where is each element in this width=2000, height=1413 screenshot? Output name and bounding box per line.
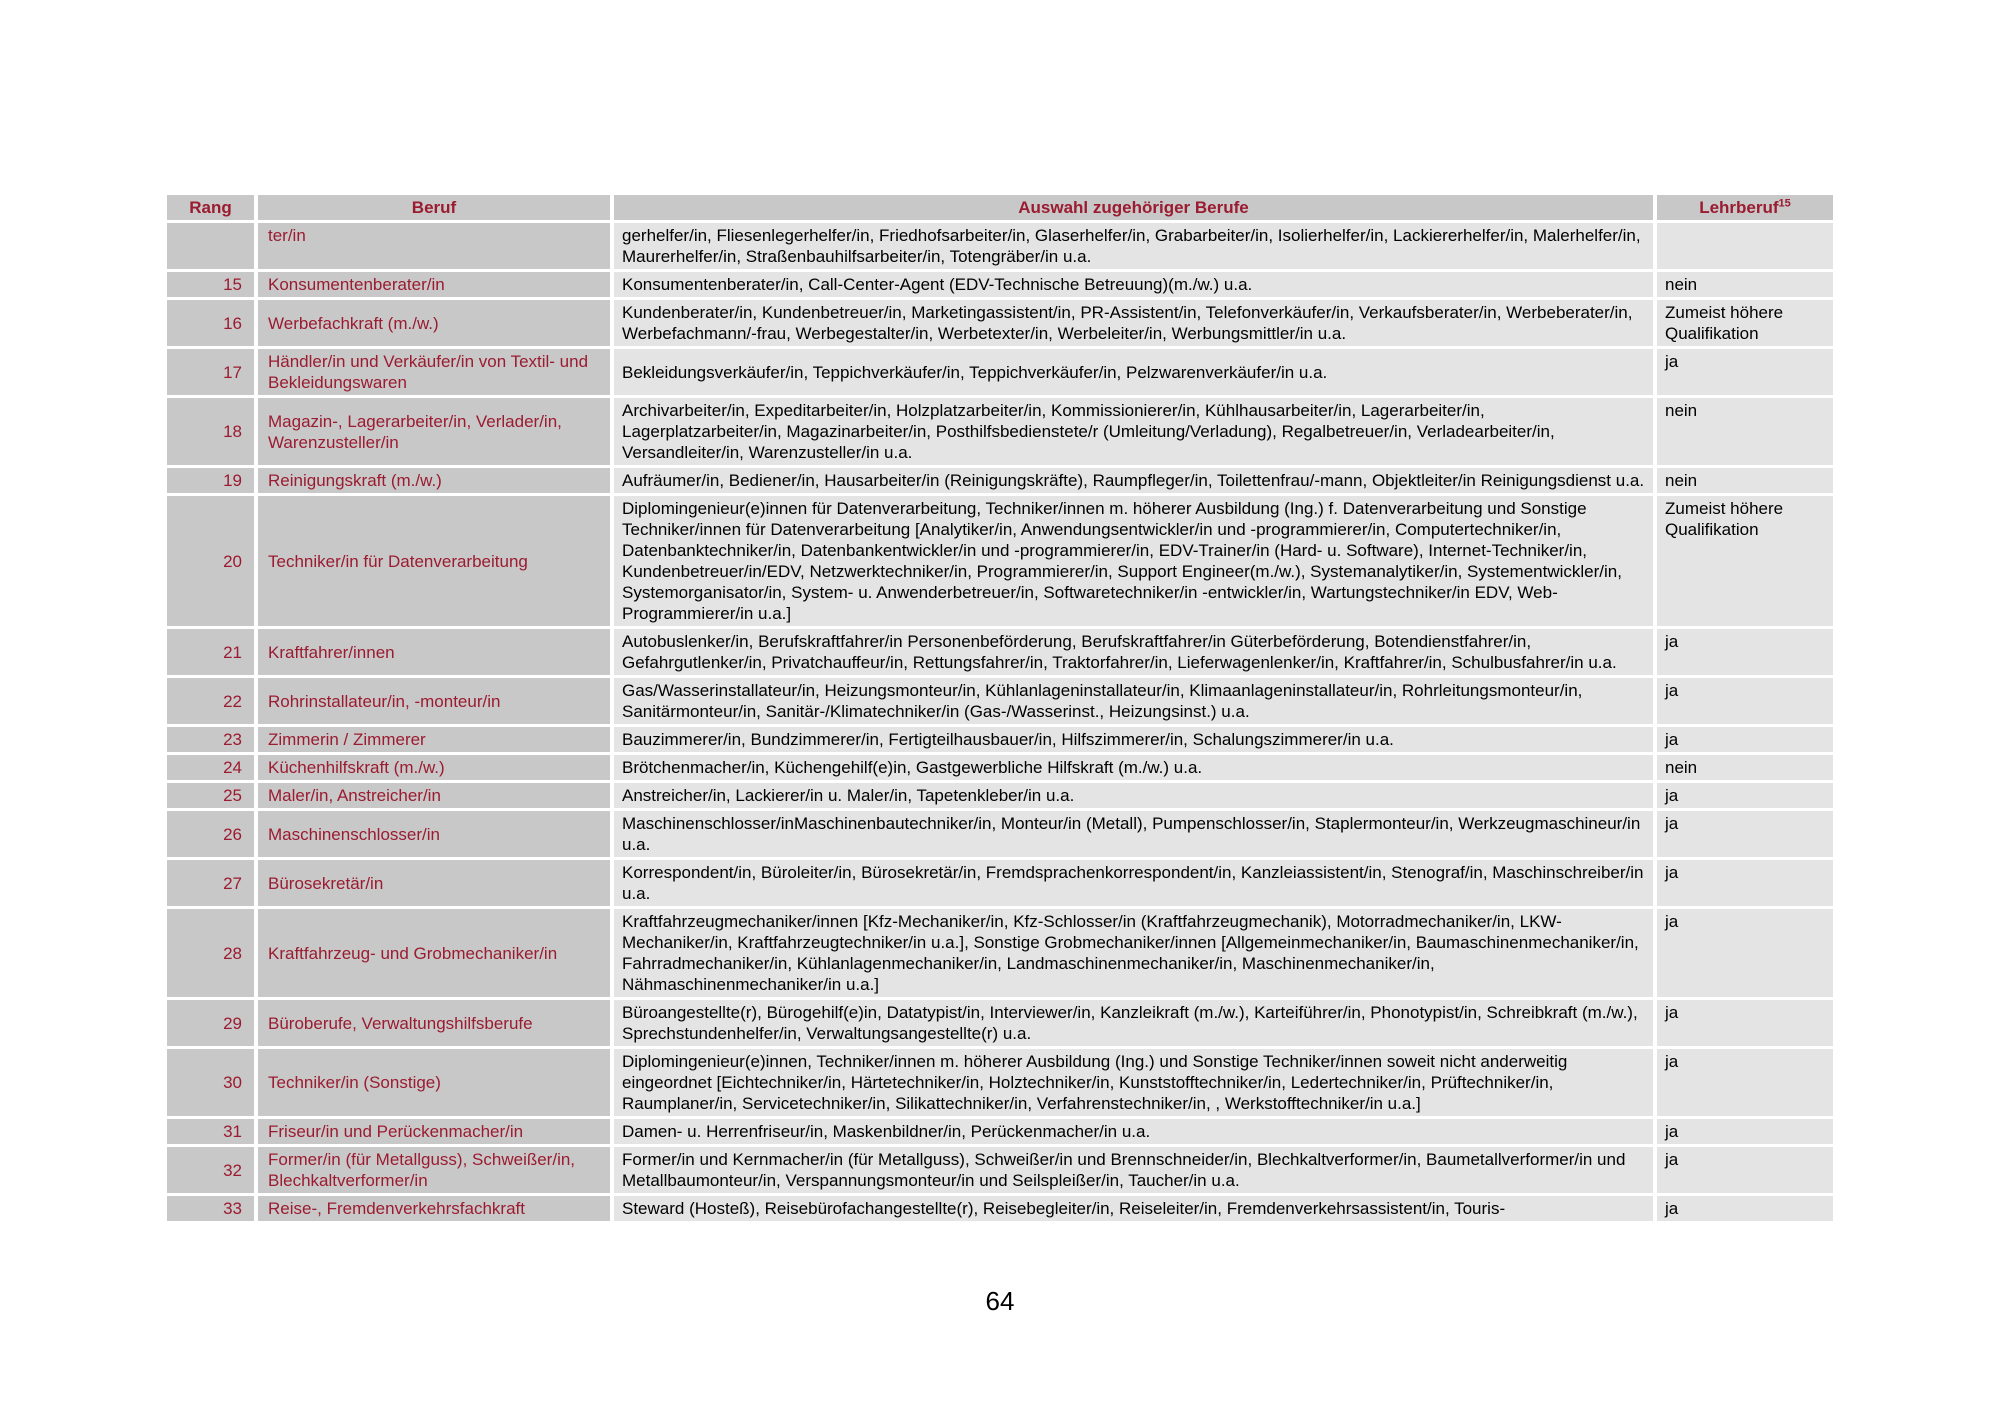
cell-lehrberuf: Zumeist höhere Qualifikation (1657, 300, 1833, 346)
cell-beruf: Werbefachkraft (m./w.) (258, 300, 610, 346)
column-header-auswahl: Auswahl zugehöriger Berufe (614, 195, 1653, 220)
cell-auswahl: Diplomingenieur(e)innen, Techniker/innen m. höherer Ausbildung (Ing.) und Sonstige Techniker/innen soweit nicht anderweitig eingeordnet [Eichtechniker/in, Härtetechniker/in, Holztechniker/in, Kunststofftechniker/in, Ledertechniker/in, Prüftechniker/in, Raumplaner/in, Servicetechniker/in, Silikattechniker/in, Verfahrenstechniker/in, , Werkstofftechniker/in u.a.] (614, 1049, 1653, 1116)
cell-rang: 17 (167, 349, 254, 395)
cell-auswahl: Diplomingenieur(e)innen für Datenverarbeitung, Techniker/innen m. höherer Ausbildung (Ing.) f. Datenverarbeitung und Sonstige Techniker/innen für Datenverarbeitung [Analytiker/in, Anwendungsentwickler/in und -programmierer/in, Computertechniker/in, Datenbanktechniker/in, Datenbankentwickler/in und -programmierer/in, EDV-Trainer/in (Hard- u. Software), Internet-Techniker/in, Kundenbetreuer/in/EDV, Netzwerktechniker/in, Programmierer/in, Support Engineer(m./w.), Systemanalytiker/in, Systementwickler/in, Systemorganisator/in, System- u. Anwenderbetreuer/in, Softwaretechniker/in -entwickler/in, Wartungstechniker/in EDV, Web-Programmierer/in u.a.] (614, 496, 1653, 626)
cell-rang: 31 (167, 1119, 254, 1144)
column-header-beruf: Beruf (258, 195, 610, 220)
cell-auswahl: Konsumentenberater/in, Call-Center-Agent (EDV-Technische Betreuung)(m./w.) u.a. (614, 272, 1653, 297)
cell-lehrberuf: Zumeist höhere Qualifikation (1657, 496, 1833, 626)
cell-beruf: Konsumentenberater/in (258, 272, 610, 297)
cell-beruf: Zimmerin / Zimmerer (258, 727, 610, 752)
cell-rang: 23 (167, 727, 254, 752)
cell-auswahl: Autobuslenker/in, Berufskraftfahrer/in Personenbeförderung, Berufskraftfahrer/in Güterbeförderung, Botendienstfahrer/in, Gefahrgutlenker/in, Privatchauffeur/in, Rettungsfahrer/in, Traktorfahrer/in, Lieferwagenlenker/in, Kraftfahrer/in, Schulbusfahrer/in u.a. (614, 629, 1653, 675)
table-row (167, 811, 1833, 857)
cell-auswahl: Büroangestellte(r), Bürogehilf(e)in, Datatypist/in, Interviewer/in, Kanzleikraft (m./w.), Karteiführer/in, Phonotypist/in, Schreibkraft (m./w.), Sprechstundenhelfer/in, Verwaltungsangestellte(r) u.a. (614, 1000, 1653, 1046)
cell-rang: 19 (167, 468, 254, 493)
table-row (167, 496, 1833, 626)
cell-rang: 28 (167, 909, 254, 997)
page-number: 64 (985, 1286, 1015, 1316)
cell-auswahl: Maschinenschlosser/inMaschinenbautechniker/in, Monteur/in (Metall), Pumpenschlosser/in, Staplermonteur/in, Werkzeugmaschineur/in u.a. (614, 811, 1653, 857)
cell-auswahl: Bekleidungsverkäufer/in, Teppichverkäufer/in, Teppichverkäufer/in, Pelzwarenverkäufer/in u.a. (614, 349, 1653, 395)
table-row (167, 272, 1833, 297)
cell-auswahl: Gas/Wasserinstallateur/in, Heizungsmonteur/in, Kühlanlageninstallateur/in, Klimaanlageninstallateur/in, Rohrleitungsmonteur/in, Sanitärmonteur/in, Sanitär-/Klimatechniker/in (Gas-/Wasserinst., Heizungsinst.) u.a. (614, 678, 1653, 724)
cell-rang: 16 (167, 300, 254, 346)
cell-auswahl: Archivarbeiter/in, Expeditarbeiter/in, Holzplatzarbeiter/in, Kommissionierer/in, Kühlhausarbeiter/in, Lagerarbeiter/in, Lagerplatzarbeiter/in, Magazinarbeiter/in, Posthilfsbedienstete/r (Umleitung/Verladung), Regalbetreuer/in, Verladearbeiter/in, Versandleiter/in, Warenzusteller/in u.a. (614, 398, 1653, 465)
cell-rang: 24 (167, 755, 254, 780)
cell-beruf: Bürosekretär/in (258, 860, 610, 906)
cell-beruf: Techniker/in für Datenverarbeitung (258, 496, 610, 626)
cell-rang: 32 (167, 1147, 254, 1193)
table-row (167, 909, 1833, 997)
column-header-rang: Rang (167, 195, 254, 220)
cell-beruf: Former/in (für Metallguss), Schweißer/in, Blechkaltverformer/in (258, 1147, 610, 1193)
cell-beruf: Küchenhilfskraft (m./w.) (258, 755, 610, 780)
cell-rang: 25 (167, 783, 254, 808)
cell-auswahl: Anstreicher/in, Lackierer/in u. Maler/in, Tapetenkleber/in u.a. (614, 783, 1653, 808)
cell-beruf: Friseur/in und Perückenmacher/in (258, 1119, 610, 1144)
table-header-row (167, 195, 1833, 220)
cell-rang: 33 (167, 1196, 254, 1221)
cell-lehrberuf: ja (1657, 860, 1833, 906)
cell-rang: 29 (167, 1000, 254, 1046)
table-row (167, 1119, 1833, 1144)
berufe-ranking-table (163, 192, 1837, 1224)
cell-lehrberuf: ja (1657, 1049, 1833, 1116)
table-row (167, 223, 1833, 269)
cell-rang: 27 (167, 860, 254, 906)
cell-beruf: Kraftfahrzeug- und Grobmechaniker/in (258, 909, 610, 997)
cell-auswahl: Kraftfahrzeugmechaniker/innen [Kfz-Mechaniker/in, Kfz-Schlosser/in (Kraftfahrzeugmechanik), Motorradmechaniker/in, LKW-Mechaniker/in, Kraftfahrzeugtechniker/in u.a.], Sonstige Grobmechaniker/innen [Allgemeinmechaniker/in, Baumaschinenmechaniker/in, Fahrradmechaniker/in, Kühlanlagenmechaniker/in, Landmaschinenmechaniker/in, Maschinenmechaniker/in, Nähmaschinenmechaniker/in u.a.] (614, 909, 1653, 997)
cell-beruf: Reise-, Fremdenverkehrsfachkraft (258, 1196, 610, 1221)
table-row (167, 783, 1833, 808)
cell-rang (167, 223, 254, 269)
cell-rang: 30 (167, 1049, 254, 1116)
cell-rang: 15 (167, 272, 254, 297)
table-row (167, 1049, 1833, 1116)
cell-auswahl: Bauzimmerer/in, Bundzimmerer/in, Fertigteilhausbauer/in, Hilfszimmerer/in, Schalungszimmerer/in u.a. (614, 727, 1653, 752)
cell-rang: 22 (167, 678, 254, 724)
cell-beruf: Händler/in und Verkäufer/in von Textil- und Bekleidungswaren (258, 349, 610, 395)
cell-auswahl: gerhelfer/in, Fliesenlegerhelfer/in, Friedhofsarbeiter/in, Glaserhelfer/in, Grabarbeiter/in, Isolierhelfer/in, Lackiererhelfer/in, Malerhelfer/in, Maurerhelfer/in, Straßenbauhilfsarbeiter/in, Totengräber/in u.a. (614, 223, 1653, 269)
cell-lehrberuf: ja (1657, 678, 1833, 724)
table-row (167, 860, 1833, 906)
cell-beruf: Magazin-, Lagerarbeiter/in, Verlader/in, Warenzusteller/in (258, 398, 610, 465)
cell-rang: 26 (167, 811, 254, 857)
cell-auswahl: Former/in und Kernmacher/in (für Metallguss), Schweißer/in und Brennschneider/in, Blechkaltverformer/in, Baumetallverformer/in und Metallbaumonteur/in, Verspannungsmonteur/in und Seilspleißer/in, Taucher/in u.a. (614, 1147, 1653, 1193)
cell-beruf: Maschinenschlosser/in (258, 811, 610, 857)
cell-beruf: Maler/in, Anstreicher/in (258, 783, 610, 808)
cell-rang: 18 (167, 398, 254, 465)
table-row (167, 468, 1833, 493)
column-header-lehrberuf-label: Lehrberuf (1699, 198, 1779, 217)
cell-auswahl: Brötchenmacher/in, Küchengehilf(e)in, Gastgewerbliche Hilfskraft (m./w.) u.a. (614, 755, 1653, 780)
cell-beruf: ter/in (258, 223, 610, 269)
cell-rang: 21 (167, 629, 254, 675)
cell-beruf: Büroberufe, Verwaltungshilfsberufe (258, 1000, 610, 1046)
cell-lehrberuf: nein (1657, 755, 1833, 780)
table-row (167, 755, 1833, 780)
cell-lehrberuf: ja (1657, 783, 1833, 808)
cell-beruf: Kraftfahrer/innen (258, 629, 610, 675)
cell-auswahl: Damen- u. Herrenfriseur/in, Maskenbildner/in, Perückenmacher/in u.a. (614, 1119, 1653, 1144)
footnote-reference-15: 15 (1778, 197, 1791, 210)
cell-auswahl: Kundenberater/in, Kundenbetreuer/in, Marketingassistent/in, PR-Assistent/in, Telefonverkäufer/in, Verkaufsberater/in, Werbeberater/in, Werbefachmann/-frau, Werbegestalter/in, Werbetexter/in, Werbeleiter/in, Werbungsmittler/in u.a. (614, 300, 1653, 346)
cell-lehrberuf: ja (1657, 1119, 1833, 1144)
cell-lehrberuf (1657, 223, 1833, 269)
cell-lehrberuf: ja (1657, 349, 1833, 395)
cell-lehrberuf: nein (1657, 398, 1833, 465)
cell-lehrberuf: ja (1657, 1196, 1833, 1221)
cell-beruf: Techniker/in (Sonstige) (258, 1049, 610, 1116)
cell-rang: 20 (167, 496, 254, 626)
cell-beruf: Reinigungskraft (m./w.) (258, 468, 610, 493)
table-row (167, 727, 1833, 752)
cell-auswahl: Aufräumer/in, Bediener/in, Hausarbeiter/in (Reinigungskräfte), Raumpfleger/in, Toilettenfrau/-mann, Objektleiter/in Reinigungsdienst u.a. (614, 468, 1653, 493)
cell-lehrberuf: ja (1657, 909, 1833, 997)
table-row (167, 629, 1833, 675)
cell-lehrberuf: ja (1657, 811, 1833, 857)
cell-auswahl: Korrespondent/in, Büroleiter/in, Bürosekretär/in, Fremdsprachenkorrespondent/in, Kanzleiassistent/in, Stenograf/in, Maschinschreiber/in u.a. (614, 860, 1653, 906)
cell-lehrberuf: ja (1657, 1000, 1833, 1046)
table-row (167, 678, 1833, 724)
cell-lehrberuf: ja (1657, 1147, 1833, 1193)
table-row (167, 1000, 1833, 1046)
cell-lehrberuf: nein (1657, 468, 1833, 493)
cell-lehrberuf: nein (1657, 272, 1833, 297)
table-row (167, 1147, 1833, 1193)
cell-auswahl: Steward (Hosteß), Reisebürofachangestellte(r), Reisebegleiter/in, Reiseleiter/in, Fremdenverkehrsassistent/in, Touris- (614, 1196, 1653, 1221)
column-header-lehrberuf (1657, 195, 1833, 220)
table-row (167, 300, 1833, 346)
cell-lehrberuf: ja (1657, 629, 1833, 675)
cell-lehrberuf: ja (1657, 727, 1833, 752)
table-row (167, 1196, 1833, 1221)
cell-beruf: Rohrinstallateur/in, -monteur/in (258, 678, 610, 724)
table-row (167, 349, 1833, 395)
table-body (167, 223, 1833, 1221)
table-row (167, 398, 1833, 465)
